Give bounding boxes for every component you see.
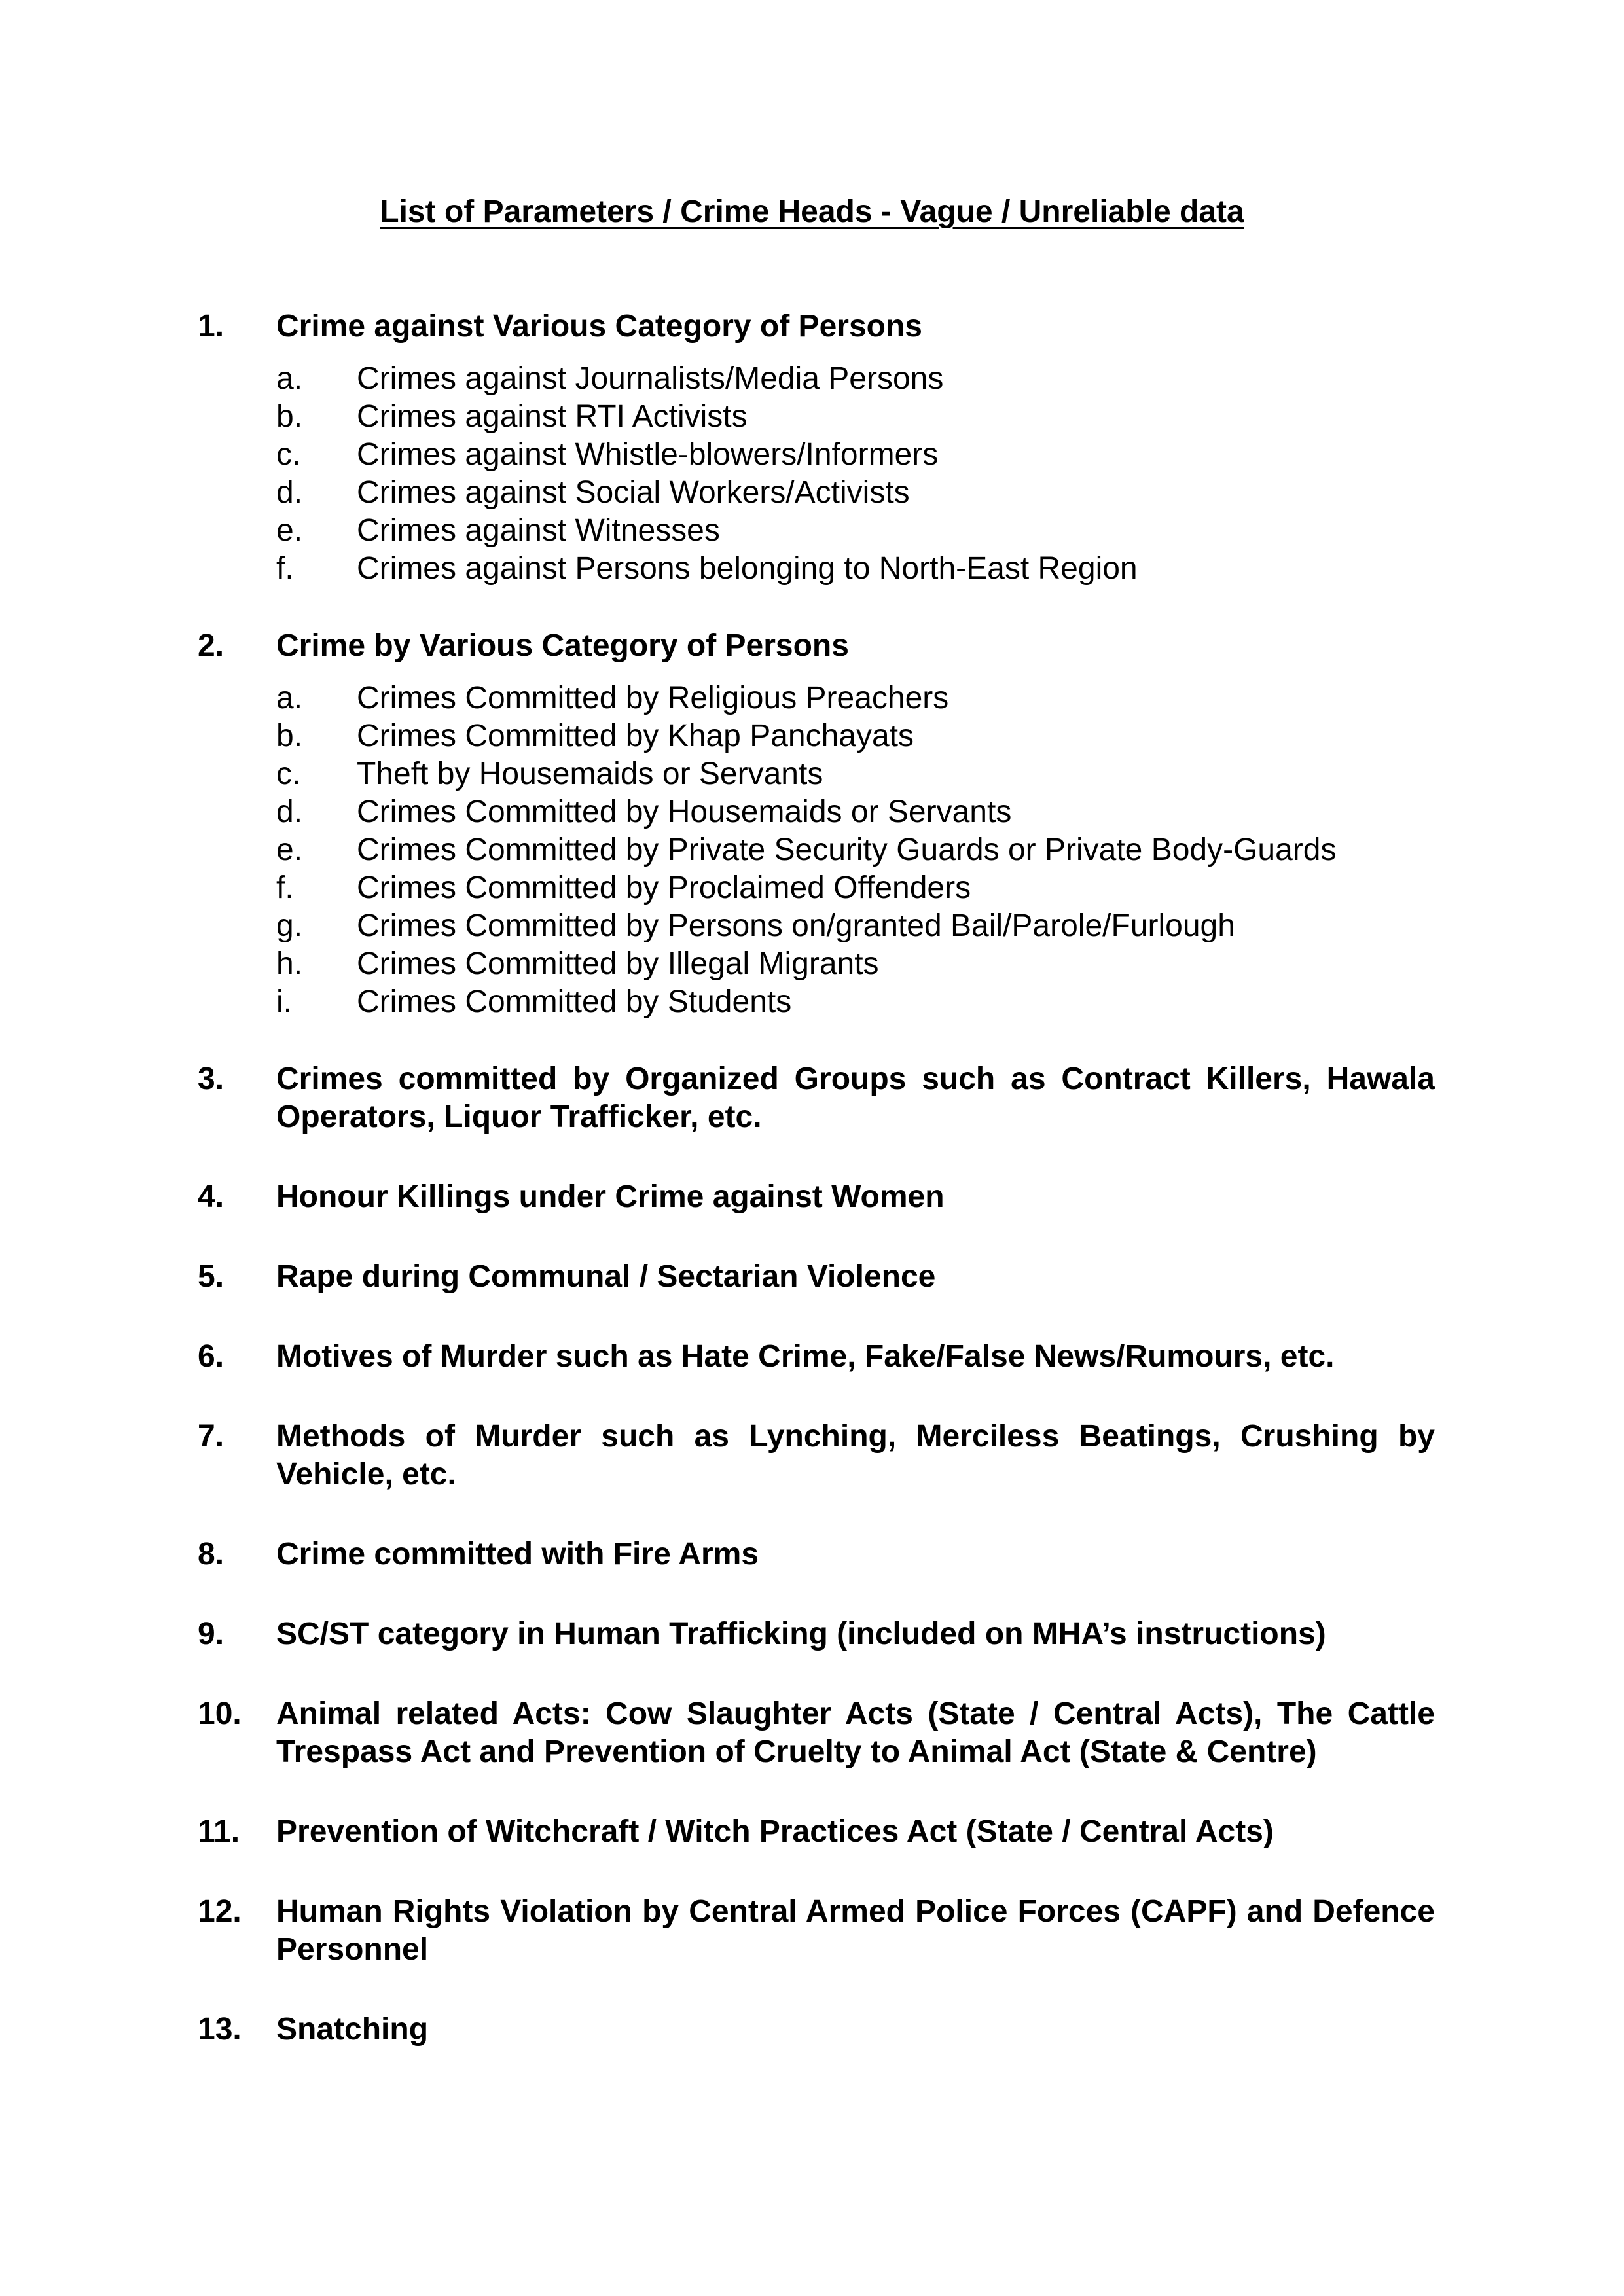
item-number: 12.: [198, 1894, 242, 1929]
sub-item: [276, 398, 1435, 436]
sub-item-text: Crimes against Social Workers/Activists: [357, 475, 910, 510]
item-heading: Crime against Various Category of Persons: [276, 309, 922, 344]
sub-item-letter: b.: [276, 399, 303, 434]
list-item: [198, 2011, 1435, 2049]
sub-item-letter: b.: [276, 719, 303, 753]
list-item: [198, 627, 1435, 1021]
item-number: 13.: [198, 2012, 242, 2047]
sub-item-text: Theft by Housemaids or Servants: [357, 757, 823, 791]
item-heading: SC/ST category in Human Trafficking (included on MHA’s instructions): [276, 1617, 1326, 1651]
item-heading: Motives of Murder such as Hate Crime, Fake/False News/Rumours, etc.: [276, 1339, 1335, 1374]
sub-item: [276, 869, 1435, 907]
sub-item-letter: d.: [276, 795, 303, 829]
sub-item-text: Crimes Committed by Private Security Guards or Private Body-Guards: [357, 833, 1337, 867]
crime-heads-list: [198, 308, 1435, 2090]
item-number: 3.: [198, 1062, 225, 1096]
sub-item-text: Crimes Committed by Housemaids or Servants: [357, 795, 1012, 829]
item-heading: Rape during Communal / Sectarian Violence: [276, 1259, 936, 1294]
sub-item: [276, 360, 1435, 398]
sub-item: [276, 436, 1435, 474]
sub-item-text: Crimes Committed by Persons on/granted Bail/Parole/Furlough: [357, 908, 1235, 943]
sub-item-text: Crimes Committed by Illegal Migrants: [357, 946, 879, 981]
sub-item-text: Crimes against RTI Activists: [357, 399, 748, 434]
sub-item-letter: i.: [276, 984, 292, 1019]
item-number: 9.: [198, 1617, 225, 1651]
item-number: 8.: [198, 1537, 225, 1571]
sub-item-letter: a.: [276, 681, 303, 715]
sub-item: [276, 983, 1435, 1021]
item-heading: Methods of Murder such as Lynching, Merciless Beatings, Crushing by Vehicle, etc.: [276, 1419, 1435, 1492]
list-item: [198, 1418, 1435, 1494]
sub-item-letter: e.: [276, 833, 303, 867]
item-heading: Animal related Acts: Cow Slaughter Acts (State / Central Acts), The Cattle Trespass Act and Prevention of Cruelty to Animal Act (State & Centre): [276, 1696, 1435, 1769]
list-item: [198, 308, 1435, 588]
list-item: [198, 1535, 1435, 1573]
sub-item-text: Crimes Committed by Khap Panchayats: [357, 719, 914, 753]
item-heading: Crime committed with Fire Arms: [276, 1537, 759, 1571]
item-heading: Prevention of Witchcraft / Witch Practices Act (State / Central Acts): [276, 1814, 1274, 1849]
item-number: 5.: [198, 1259, 225, 1294]
item-number: 7.: [198, 1419, 225, 1454]
sub-item-text: Crimes Committed by Religious Preachers: [357, 681, 949, 715]
sub-item: [276, 512, 1435, 550]
sub-item-letter: h.: [276, 946, 303, 981]
sub-item: [276, 907, 1435, 945]
item-number: 1.: [198, 309, 225, 344]
sub-item-letter: e.: [276, 513, 303, 548]
item-number: 2.: [198, 628, 225, 663]
list-item: [198, 1615, 1435, 1653]
sub-item-letter: c.: [276, 437, 301, 472]
sub-item-text: Crimes against Persons belonging to North-East Region: [357, 551, 1138, 586]
sub-item-letter: f.: [276, 551, 294, 586]
item-heading: Crimes committed by Organized Groups such as Contract Killers, Hawala Operators, Liquor Trafficker, etc.: [276, 1062, 1435, 1134]
list-item: [198, 1695, 1435, 1771]
item-number: 10.: [198, 1696, 242, 1731]
sub-item: [276, 793, 1435, 831]
sub-item-text: Crimes Committed by Students: [357, 984, 792, 1019]
sub-item-letter: d.: [276, 475, 303, 510]
sub-item: [276, 945, 1435, 983]
item-heading: Honour Killings under Crime against Women: [276, 1179, 945, 1214]
list-item: [198, 1338, 1435, 1376]
sub-item-text: Crimes against Journalists/Media Persons: [357, 361, 944, 396]
sub-item: [276, 717, 1435, 755]
item-number: 4.: [198, 1179, 225, 1214]
sub-item-letter: c.: [276, 757, 301, 791]
sub-item: [276, 831, 1435, 869]
sub-item: [276, 679, 1435, 717]
sub-item-text: Crimes against Witnesses: [357, 513, 720, 548]
sub-list: [276, 679, 1435, 1021]
item-heading: Snatching: [276, 2012, 429, 2047]
sub-list: [276, 360, 1435, 588]
item-number: 6.: [198, 1339, 225, 1374]
sub-item-letter: f.: [276, 870, 294, 905]
document-title: List of Parameters / Crime Heads - Vague / Unreliable data: [380, 194, 1244, 229]
list-item: [198, 1258, 1435, 1296]
list-item: [198, 1813, 1435, 1851]
item-number: 11.: [198, 1814, 240, 1849]
list-item: [198, 1060, 1435, 1136]
list-item: [198, 1178, 1435, 1216]
sub-item-letter: a.: [276, 361, 303, 396]
sub-item: [276, 755, 1435, 793]
sub-item: [276, 474, 1435, 512]
list-item: [198, 1893, 1435, 1969]
sub-item-letter: g.: [276, 908, 303, 943]
sub-item-text: Crimes Committed by Proclaimed Offenders: [357, 870, 971, 905]
sub-item: [276, 550, 1435, 588]
item-heading: Crime by Various Category of Persons: [276, 628, 849, 663]
sub-item-text: Crimes against Whistle-blowers/Informers: [357, 437, 939, 472]
item-heading: Human Rights Violation by Central Armed Police Forces (CAPF) and Defence Personnel: [276, 1894, 1435, 1967]
